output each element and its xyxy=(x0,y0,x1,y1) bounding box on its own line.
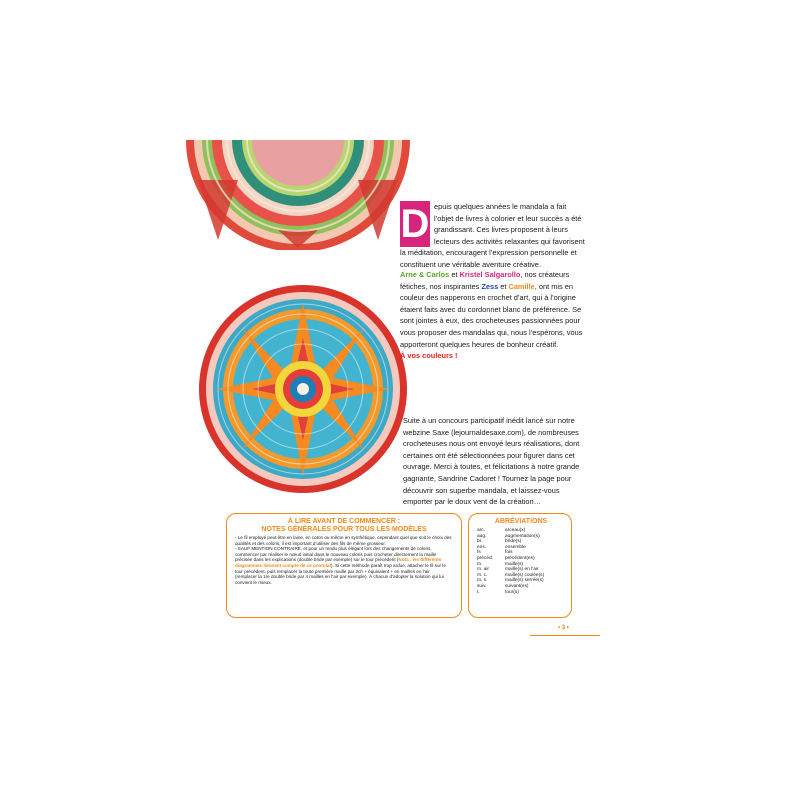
contest-paragraph: Suite à un concours participatif inédit lancé sur notre webzine Saxe (lejournaldesaxe.com), de nombreuses crocheteuses nous ont envoyé leurs réalisations, dont certaines ont été sélectionnées pour figurer dans cet ouvrage. Merci à toutes, et félicitations à notre grande gagnante, Sandrine Cadoret ! Tournez la page pour découvrir son superbe mandala, et laissez-vous emporter par le doux vent de la création… xyxy=(403,416,580,507)
abbreviation-value: tour(s) xyxy=(505,589,519,595)
abbreviation-key: m. air xyxy=(477,567,489,573)
drop-cap-letter: D xyxy=(400,202,430,246)
abbreviation-key: aug. xyxy=(477,533,487,539)
abbreviation-key: br. xyxy=(477,539,483,545)
abbreviation-value: bride(s) xyxy=(505,539,522,545)
abbreviation-value: arceau(x) xyxy=(505,528,526,533)
creator-name-zess: Zess xyxy=(481,281,499,291)
call-to-action: À vos couleurs ! xyxy=(400,351,458,361)
creators-paragraph xyxy=(400,269,585,362)
abbreviation-value: maille(s) xyxy=(505,561,524,567)
abbreviation-key: t. xyxy=(477,589,480,595)
abbreviation-value: maille(s) serrée(s) xyxy=(505,578,544,584)
crochet-mandala-top-image xyxy=(178,140,418,250)
abbreviation-value: augmentation(s) xyxy=(505,533,540,539)
notes-highlight: Nota : les différents diagrammes tiennent compte de ce postulat xyxy=(235,557,442,568)
creator-name-camille: Camille xyxy=(508,281,535,291)
abbreviations-box xyxy=(468,513,572,618)
notes-paragraph-2-end: ). Si cette méthode paraît trop ardue, attacher le fil sur le tour précédent, puis remplacer la toute première maille par 3ch + équivalent + en mailles en l’air (remplacer la 1re double bride par 4 mailles en l’air par exemple). À chacun d’adopter la solution qui lui convient le mieux. xyxy=(235,562,446,585)
creators-text-3: et xyxy=(498,281,509,291)
abbreviations-title: ABRÉVIATIONS xyxy=(494,518,548,525)
abbreviation-key: m. c. xyxy=(477,572,488,578)
creators-text-4: , ont mis en couleur des napperons en crochet d’art, qui à l’origine étaient faits avec du cordonnet blanc de préférence. Se sont jointes à eux, des crocheteuses passionnées pour vous proposer des mandalas qui, nous l’espérons, vous apporteront quelques heures de bonheur créatif. xyxy=(400,281,583,349)
notes-subtitle: NOTES GÉNÉRALES POUR TOUS LES MODÈLES xyxy=(261,526,427,533)
abbreviation-key: fs xyxy=(477,550,481,556)
general-notes-box xyxy=(226,513,462,618)
abbreviation-row xyxy=(477,590,565,596)
abbreviation-value: maille(s) coulée(s) xyxy=(505,572,545,578)
abbreviation-value: suivant(es) xyxy=(505,583,529,589)
notes-title: À LIRE AVANT DE COMMENCER : xyxy=(287,518,401,525)
page-number: • 3 • xyxy=(558,625,569,631)
abbreviation-key: m. s. xyxy=(477,578,488,584)
abbreviation-key: ens. xyxy=(477,544,487,550)
creator-name-kristel: Kristel Salgarollo xyxy=(459,270,521,279)
notes-paragraph-2 xyxy=(235,546,453,585)
footer-divider xyxy=(530,635,600,636)
abbreviation-key: suiv. xyxy=(477,583,487,589)
notes-paragraph-1: - Le fil employé peut être en laine, en coton ou même en synthétique, cependant quel que soit le choix des qualités et des coloris, il est important d’utiliser des fils de même grosseur. xyxy=(235,535,452,546)
crochet-mandala-main-image xyxy=(198,278,408,500)
abbreviation-value: fois xyxy=(505,550,513,556)
creator-name-arne-carlos: Arne & Carlos xyxy=(400,270,450,279)
intro-paragraph xyxy=(400,201,585,271)
creators-text-2: , nos créateurs fétiches, nos inspirantes xyxy=(400,270,570,291)
abbreviation-key: précéd. xyxy=(477,555,493,561)
abbreviation-key: arc. xyxy=(477,528,485,533)
abbreviation-value: précédent(es) xyxy=(505,555,535,561)
creators-text-1: et xyxy=(449,270,460,279)
abbreviation-value: maille(s) en l’air xyxy=(505,567,539,573)
notes-paragraph-2-start: - SAUF MENTION CONTRAIRE, et pour un rendu plus élégant lors des changements de coloris, commencer par réaliser le nœud initial dans le nouveau coloris puis crocheter directement la maille précisée dans les explications (double bride par exemple) sur le tour précédent ( xyxy=(235,546,437,563)
abbreviation-key: m. xyxy=(477,561,483,567)
abbreviation-value: ensemble xyxy=(505,544,526,550)
intro-text: epuis quelques années le mandala a fait l’objet de livres à colorier et leur succès a été grandissant. Ces livres proposent à leurs lecteurs des activités relaxantes qui favorisent la méditation, encouragent l’expression personnelle et constituent une véritable aventure créative. xyxy=(400,202,585,269)
